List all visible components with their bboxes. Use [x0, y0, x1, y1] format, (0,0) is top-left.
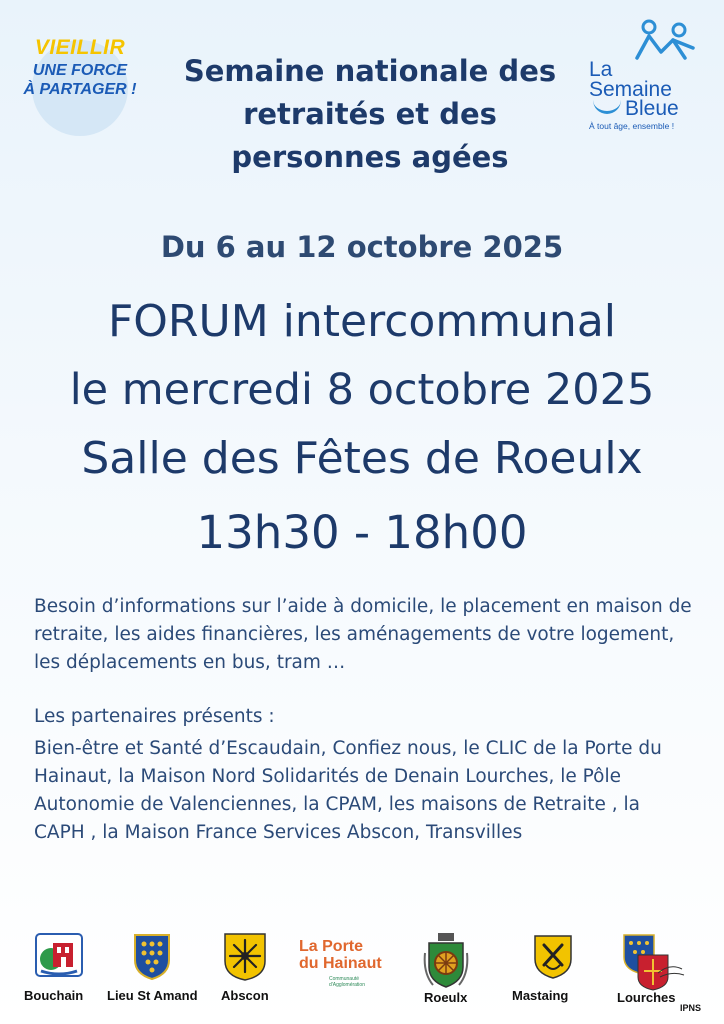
lourches-crest-icon: [622, 933, 688, 991]
event-dates: Du 6 au 12 octobre 2025: [160, 230, 564, 264]
title-line-2: retraités et des: [243, 97, 497, 131]
porte-line-1: La Porte: [299, 938, 364, 955]
partner-logos: [0, 925, 724, 1024]
lieu-st-amand-label: Lieu St Amand: [107, 988, 198, 1003]
lieu-st-amand-crest-icon: [134, 934, 170, 980]
mastaing-crest-icon: [534, 935, 572, 979]
page-title: [150, 50, 590, 179]
info-paragraph: Besoin d’informations sur l’aide à domicile, le placement en maison de retraite, les aides financières, les aménagements de votre logement, les déplacements en bus, tram …: [34, 596, 692, 673]
logo-line-3: Bleue: [625, 97, 679, 120]
title-line-1: Semaine nationale des: [183, 54, 557, 88]
event-place: Salle des Fêtes de Roeulx: [81, 433, 643, 484]
lourches-label: Lourches: [617, 990, 676, 1005]
badge-line-1: VIEILLIR: [34, 36, 126, 59]
mastaing-label: Mastaing: [512, 988, 569, 1003]
logo-line-1: La: [589, 58, 613, 81]
roeulx-crest-icon: [423, 933, 469, 989]
porte-subtitle: Communauté d'Agglomération: [329, 976, 365, 988]
badge-line-2: UNE FORCE: [32, 62, 128, 79]
roeulx-label: Roeulx: [424, 990, 468, 1005]
logo-tagline: À tout âge, ensemble !: [589, 121, 675, 131]
partners-heading: Les partenaires présents :: [34, 706, 275, 727]
porte-du-hainaut-logo-icon: [299, 938, 403, 994]
people-figures-icon: [635, 18, 699, 62]
semaine-bleue-logo: [585, 18, 715, 138]
event-forum-title: FORUM intercommunal: [107, 296, 617, 347]
abscon-label: Abscon: [221, 988, 269, 1003]
event-date: le mercredi 8 octobre 2025: [69, 365, 655, 415]
logo-swoosh: [593, 99, 621, 114]
badge-line-3: À PARTAGER !: [23, 81, 137, 98]
logo-line-2: Semaine: [589, 78, 672, 101]
bouchain-label: Bouchain: [24, 988, 84, 1003]
abscon-crest-icon: [224, 933, 266, 981]
title-line-3: personnes agées: [231, 140, 509, 174]
bouchain-crest-icon: [35, 933, 83, 977]
porte-line-2: du Hainaut: [299, 955, 382, 972]
ipns-credit: IPNS: [680, 1003, 702, 1013]
event-hours: 13h30 - 18h00: [196, 506, 528, 559]
vieillir-badge: [10, 24, 150, 124]
partners-list: Bien-être et Santé d’Escaudain, Confiez nous, le CLIC de la Porte du Hainaut, la Maison Nord Solidarités de Denain Lourches, le Pôle Autonomie de Valenciennes, la CPAM, les maisons de Retraite , la CAPH , la Maison France Services Abscon, Transvilles: [34, 738, 662, 843]
